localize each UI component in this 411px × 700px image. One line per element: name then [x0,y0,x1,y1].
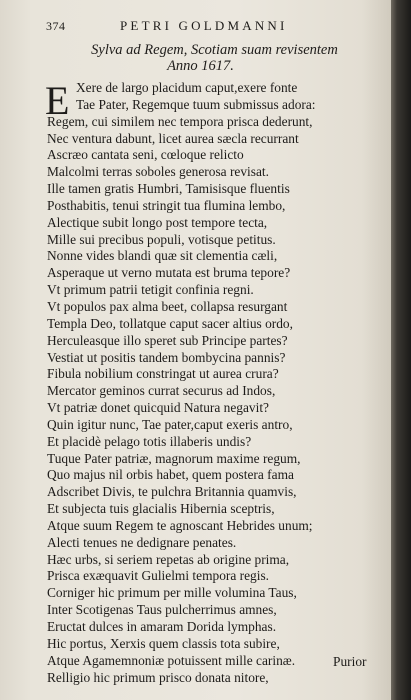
verse-line: Corniger hic primum per mille volumina Taus, [47,585,297,601]
page-header [0,18,393,36]
verse-line: Posthabitis, tenui stringit tua flumina lembo, [47,197,286,213]
verse-line: Et subjecta tuis glacialis Hibernia sceptris, [47,501,275,517]
page-edge-shadow [391,0,411,700]
verse-line: Ille tamen gratis Humbri, Tamisisque fluentis [47,181,290,197]
verse-line: Alectique subit longo post tempore tecta, [47,214,268,230]
verse-line: Xere de largo placidum caput,exere fonte [76,80,298,95]
verse-line: Et placidè pelago totis illaberis undis? [47,433,252,449]
verse-line: Herculeasque illo speret sub Principe partes? [47,332,288,348]
verse-line: Quin igitur nunc, Tae pater,caput exeris antro, [47,416,293,432]
verse-line: Mille sui precibus populi, votisque petitus. [47,231,276,247]
verse-line: Inter Scotigenas Taus pulcherrimus amnes, [47,602,277,618]
verse-line: Eructat dulces in amaram Dorida lymphas. [47,619,277,634]
verse-line: Vt populos pax alma beet, collapsa resurgant [47,298,288,314]
drop-cap: E [45,78,70,123]
verse-line: Tae Pater, Regemque tuum submissus adora: [76,96,316,112]
verse-line: Vt patriæ donet quicquid Natura negavit? [47,400,269,416]
verse-line: Tuque Pater patriæ, magnorum maxime regum, [47,450,301,466]
verse-line: Ascræo cantata seni, cœloque relicto [47,147,244,163]
verse-line: Templa Deo, tollatque caput sacer altius ordo, [47,315,293,331]
verse-line: Malcolmi terras soboles generosa revisat. [47,164,269,180]
poem-date-line: Anno 1617. [167,58,234,74]
verse-line: Atque suum Regem te agnoscant Hebrides unum; [47,517,313,533]
page-number: 374 [46,19,66,33]
verse-line: Alecti tenues ne dedignare penates. [47,534,237,550]
running-head: PETRI GOLDMANNI [120,18,288,33]
verse-line: Nec ventura dabunt, licet aurea sæcla recurrant [47,130,299,146]
verse-line: Mercator geminos currat securus ad Indos, [47,383,276,399]
verse-line: Quo majus nil orbis habet, quem postera fama [47,467,294,483]
poem-body [47,80,387,686]
verse-line: Relligio hic primum prisco donata nitore, [47,669,269,685]
verse-line: Asperaque ut verno mutata est bruma tepore? [47,265,291,281]
verse-line: Regem, cui similem nec tempora prisca dederunt, [47,113,313,129]
verse-line: Prisca exæquavit Gulielmi tempora regis. [47,568,270,584]
catchword: Purior [333,654,367,669]
verse-line: Vt primum patrii tetigit confinia regni. [47,282,254,298]
verse-line: Adscribet Divis, te pulchra Britannia quamvis, [47,484,297,500]
verse-line: Fibula nobilium constringat ut aurea crura? [47,366,279,382]
verse-line: Hic portus, Xerxis quem classis tota subire, [47,635,280,651]
verse-line: Hæc urbs, si seriem repetas ab origine prima, [47,551,290,567]
verse-line: Vestiat ut positis tandem bombycina pannis? [47,349,286,365]
poem-title [0,42,393,74]
verse-line: Atque Agamemnoniæ potuissent mille carinæ. [47,652,296,668]
verse-line: Nonne vides blandi quæ sit clementia cæli, [47,248,278,264]
poem-title-line: Sylva ad Regem, Scotiam suam revisentem [91,42,338,58]
